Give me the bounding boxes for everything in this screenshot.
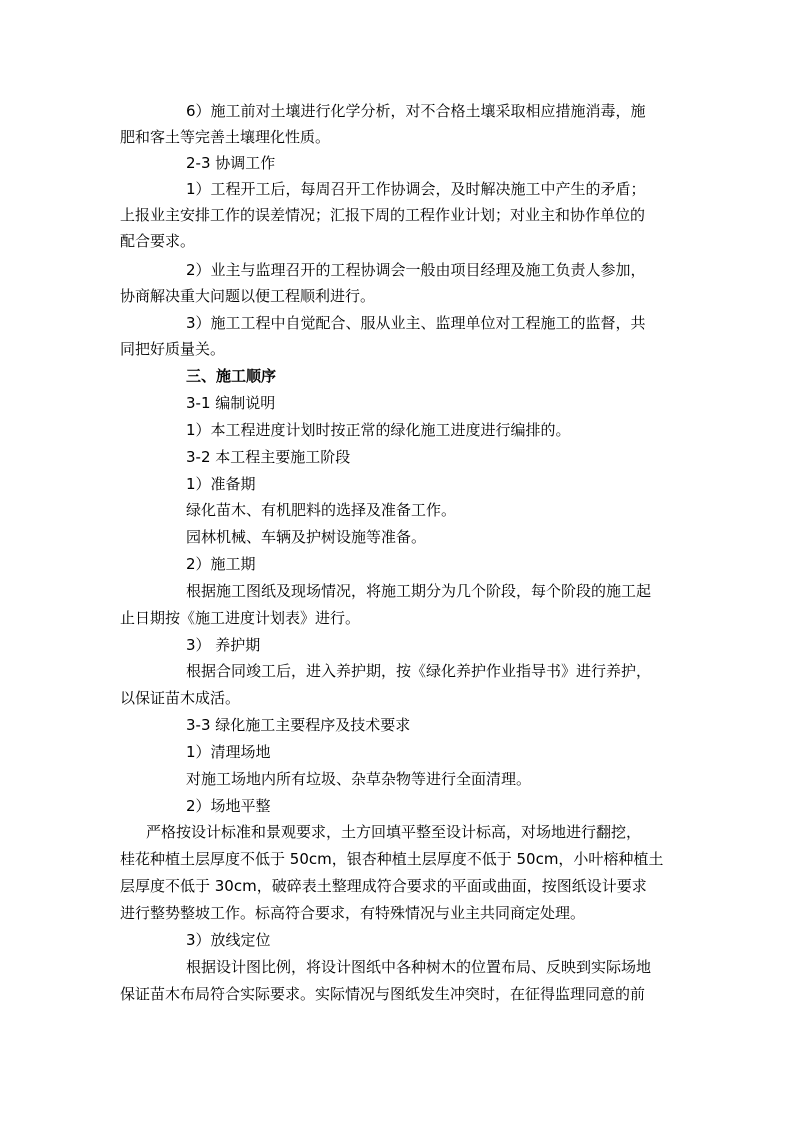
text-line: 配合要求。 xyxy=(120,232,196,250)
text-line: 以保证苗木成活。 xyxy=(120,689,241,707)
subsection-heading: 1）清理场地 xyxy=(186,743,271,761)
text-line: 保证苗木布局符合实际要求。实际情况与图纸发生冲突时，在征得监理同意的前 xyxy=(120,985,646,1003)
text-line: 肥和客土等完善土壤理化性质。 xyxy=(120,128,331,146)
subsection-heading: 3） 养护期 xyxy=(186,636,261,654)
text-line: 根据合同竣工后，进入养护期，按《绿化养护作业指导书》进行养护， xyxy=(186,662,652,680)
text-line: 同把好质量关。 xyxy=(120,340,226,358)
section-heading: 3-3 绿化施工主要程序及技术要求 xyxy=(186,716,411,734)
text-line: 上报业主安排工作的误差情况；汇报下周的工程作业计划；对业主和协作单位的 xyxy=(120,206,646,224)
text-line: 园林机械、车辆及护树设施等准备。 xyxy=(186,528,427,546)
text-line: 层厚度不低于 30cm，破碎表土整理成符合要求的平面或曲面，按图纸设计要求 xyxy=(120,877,647,895)
subsection-heading: 2）场地平整 xyxy=(186,797,271,815)
text-line: 进行整势整坡工作。标高符合要求，有特殊情况与业主共同商定处理。 xyxy=(120,904,586,922)
section-heading: 2-3 协调工作 xyxy=(186,154,276,172)
text-line: 止日期按《施工进度计划表》进行。 xyxy=(120,609,361,627)
subsection-heading: 3）放线定位 xyxy=(186,931,271,949)
section-heading: 3-1 编制说明 xyxy=(186,394,276,412)
text-line: 1）本工程进度计划时按正常的绿化施工进度进行编排的。 xyxy=(186,421,571,439)
section-heading: 3-2 本工程主要施工阶段 xyxy=(186,448,351,466)
text-line: 3）施工工程中自觉配合、服从业主、监理单位对工程施工的监督，共 xyxy=(186,314,646,332)
text-line: 绿化苗木、有机肥料的选择及准备工作。 xyxy=(186,501,457,519)
chapter-heading: 三、施工顺序 xyxy=(186,367,277,385)
text-line: 对施工场地内所有垃圾、杂草杂物等进行全面清理。 xyxy=(186,770,532,788)
subsection-heading: 1）准备期 xyxy=(186,475,256,493)
text-line: 根据施工图纸及现场情况，将施工期分为几个阶段，每个阶段的施工起 xyxy=(186,582,652,600)
text-line: 严格按设计标准和景观要求，土方回填平整至设计标高，对场地进行翻挖， xyxy=(146,823,642,841)
text-line: 1）工程开工后，每周召开工作协调会，及时解决施工中产生的矛盾； xyxy=(186,180,646,198)
text-line: 2）业主与监理召开的工程协调会一般由项目经理及施工负责人参加， xyxy=(186,261,646,279)
text-line: 协商解决重大问题以便工程顺利进行。 xyxy=(120,287,376,305)
text-line: 根据设计图比例，将设计图纸中各种树木的位置布局、反映到实际场地 xyxy=(186,958,652,976)
text-line: 桂花种植土层厚度不低于 50cm，银杏种植土层厚度不低于 50cm，小叶榕种植土 xyxy=(120,850,664,868)
subsection-heading: 2）施工期 xyxy=(186,555,256,573)
text-line: 6）施工前对土壤进行化学分析，对不合格土壤采取相应措施消毒，施 xyxy=(186,102,646,120)
